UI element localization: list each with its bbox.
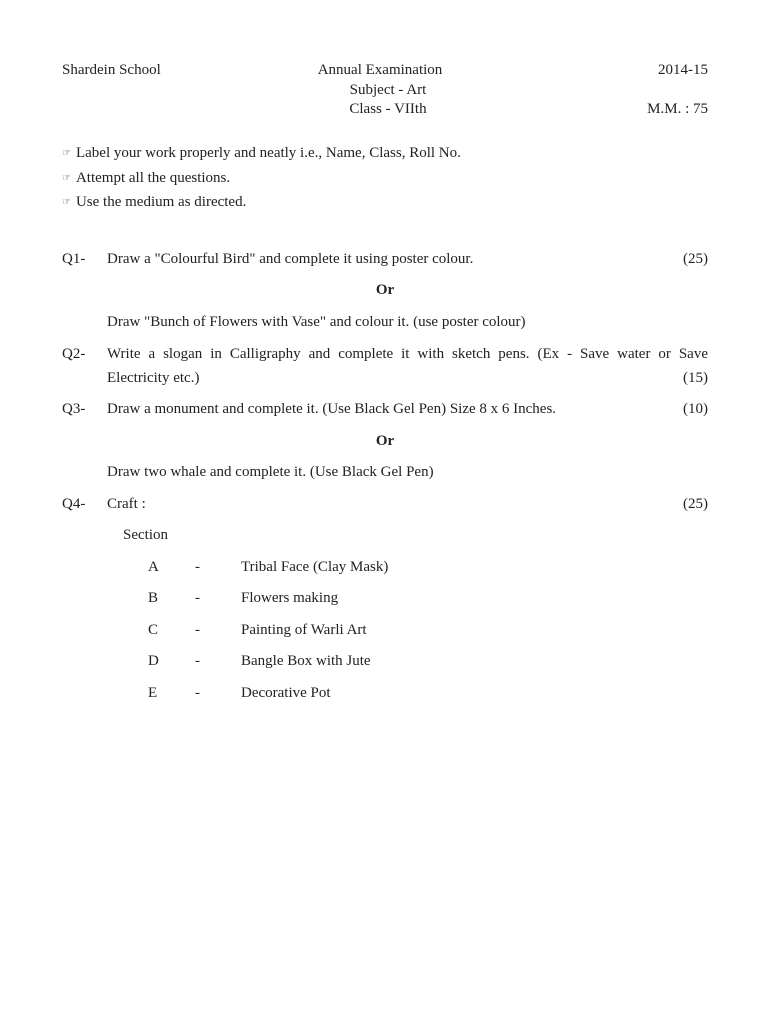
or-separator: Or xyxy=(375,433,395,449)
question-marks: (25) xyxy=(683,251,708,267)
section-letter: D xyxy=(148,653,159,669)
question-number: Q3- xyxy=(62,401,86,417)
instruction-item: ☞ Use the medium as directed. xyxy=(62,194,247,210)
exam-year: 2014-15 xyxy=(658,62,708,78)
pointing-hand-icon: ☞ xyxy=(62,173,71,184)
question-alternative: Draw two whale and complete it. (Use Black Gel Pen) xyxy=(107,464,434,480)
question-text: Draw a "Colourful Bird" and complete it using poster colour. xyxy=(107,251,474,267)
section-dash: - xyxy=(195,590,200,606)
section-dash: - xyxy=(195,559,200,575)
exam-title: Annual Examination xyxy=(317,62,443,78)
question-alternative: Draw "Bunch of Flowers with Vase" and colour it. (use poster colour) xyxy=(107,314,526,330)
question-number: Q1- xyxy=(62,251,86,267)
question-marks: (15) xyxy=(683,370,708,386)
section-label: Section xyxy=(123,527,168,543)
section-dash: - xyxy=(195,685,200,701)
question-marks: (25) xyxy=(683,496,708,512)
class-label: Class - VIIth xyxy=(349,101,427,117)
section-dash: - xyxy=(195,622,200,638)
question-text: Write a slogan in Calligraphy and complete it with sketch pens. (Ex - Save water or Save xyxy=(107,346,708,362)
subject: Subject - Art xyxy=(349,82,427,98)
section-name: Bangle Box with Jute xyxy=(241,653,371,669)
section-letter: B xyxy=(148,590,159,606)
or-separator: Or xyxy=(375,282,395,298)
question-text-continued: Electricity etc.) xyxy=(107,370,200,386)
section-name: Decorative Pot xyxy=(241,685,331,701)
section-name: Painting of Warli Art xyxy=(241,622,367,638)
section-name: Tribal Face (Clay Mask) xyxy=(241,559,389,575)
instruction-item: ☞ Label your work properly and neatly i.e., Name, Class, Roll No. xyxy=(62,145,461,161)
section-dash: - xyxy=(195,653,200,669)
question-marks: (10) xyxy=(683,401,708,417)
section-letter: A xyxy=(148,559,159,575)
question-text: Craft : xyxy=(107,496,146,512)
question-number: Q2- xyxy=(62,346,86,362)
instruction-item: ☞ Attempt all the questions. xyxy=(62,170,231,186)
pointing-hand-icon: ☞ xyxy=(62,148,71,159)
section-letter: E xyxy=(148,685,158,701)
pointing-hand-icon: ☞ xyxy=(62,197,71,208)
question-number: Q4- xyxy=(62,496,86,512)
max-marks: M.M. : 75 xyxy=(647,101,708,117)
question-text: Draw a monument and complete it. (Use Black Gel Pen) Size 8 x 6 Inches. xyxy=(107,401,557,417)
section-letter: C xyxy=(148,622,159,638)
school-name: Shardein School xyxy=(62,62,161,78)
section-name: Flowers making xyxy=(241,590,339,606)
